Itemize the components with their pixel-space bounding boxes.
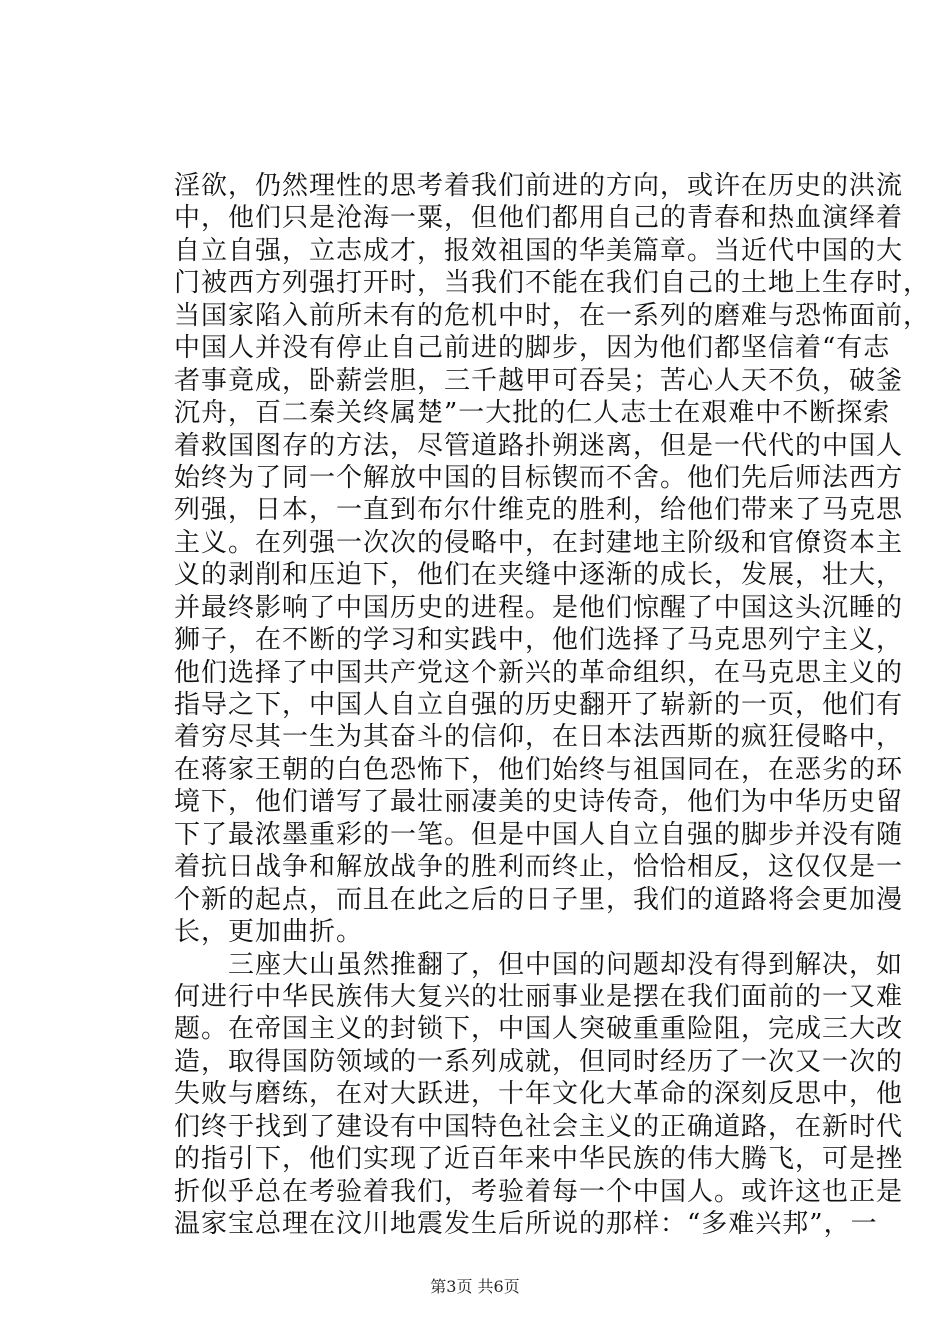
text-line: 着救国图存的方法，尽管道路扑朔迷离，但是一代代的中国人 <box>174 430 904 461</box>
text-line: 的指引下，他们实现了近百年来中华民族的伟大腾飞，可是挫 <box>174 1144 904 1175</box>
text-line: 者事竟成，卧薪尝胆，三千越甲可吞吴；苦心人天不负，破釜 <box>174 365 904 396</box>
text-line: 们终于找到了建设有中国特色社会主义的正确道路，在新时代 <box>174 1111 904 1142</box>
text-line: 中，他们只是沧海一粟，但他们都用自己的青春和热血演绎着 <box>174 203 904 234</box>
text-line: 主义。在列强一次次的侵略中，在封建地主阶级和官僚资本主 <box>174 527 904 558</box>
text-line: 在蒋家王朝的白色恐怖下，他们始终与祖国同在，在恶劣的环 <box>174 754 904 785</box>
text-line: 沉舟，百二秦关终属楚”一大批的仁人志士在艰难中不断探索 <box>174 398 891 429</box>
text-line: 当国家陷入前所未有的危机中时，在一系列的磨难与恐怖面前， <box>174 300 931 331</box>
text-line: 狮子，在不断的学习和实践中，他们选择了马克思列宁主义， <box>174 625 904 656</box>
text-line: 折似乎总在考验着我们，考验着每一个中国人。或许这也正是 <box>174 1176 904 1207</box>
text-line: 三座大山虽然推翻了，但中国的问题却没有得到解决，如 <box>174 949 904 980</box>
text-line: 温家宝总理在汶川地震发生后所说的那样：“多难兴邦”，一 <box>174 1209 878 1239</box>
text-line: 长，更加曲折。 <box>174 917 364 948</box>
text-line: 中国人并没有停止自己前进的脚步，因为他们都坚信着“有志 <box>174 333 891 364</box>
text-line: 始终为了同一个解放中国的目标锲而不舍。他们先后师法西方 <box>174 462 904 493</box>
text-line: 题。在帝国主义的封锁下，中国人突破重重险阻，完成三大改 <box>174 1014 904 1045</box>
text-line: 门被西方列强打开时，当我们不能在我们自己的土地上生存时， <box>174 268 931 299</box>
text-line: 着穷尽其一生为其奋斗的信仰，在日本法西斯的疯狂侵略中， <box>174 722 904 753</box>
text-line: 个新的起点，而且在此之后的日子里，我们的道路将会更加漫 <box>174 884 904 915</box>
text-line: 下了最浓墨重彩的一笔。但是中国人自立自强的脚步并没有随 <box>174 819 904 850</box>
page-number-footer: 第3页 共6页 <box>430 1277 520 1296</box>
text-line: 何进行中华民族伟大复兴的壮丽事业是摆在我们面前的一又难 <box>174 981 904 1012</box>
text-line: 淫欲，仍然理性的思考着我们前进的方向，或许在历史的洪流 <box>174 171 904 201</box>
text-line: 义的剥削和压迫下，他们在夹缝中逐渐的成长，发展，壮大， <box>174 560 904 591</box>
text-line: 他们选择了中国共产党这个新兴的革命组织，在马克思主义的 <box>174 657 904 688</box>
text-line: 指导之下，中国人自立自强的历史翻开了崭新的一页，他们有 <box>174 690 904 720</box>
text-line: 着抗日战争和解放战争的胜利而终止，恰恰相反，这仅仅是一 <box>174 852 904 883</box>
document-body <box>174 170 931 1240</box>
text-line: 列强，日本，一直到布尔什维克的胜利，给他们带来了马克思 <box>174 495 904 526</box>
text-line: 境下，他们谱写了最壮丽凄美的史诗传奇，他们为中华历史留 <box>174 787 904 818</box>
text-line: 并最终影响了中国历史的进程。是他们惊醒了中国这头沉睡的 <box>174 592 904 623</box>
text-line: 造，取得国防领域的一系列成就，但同时经历了一次又一次的 <box>174 1046 904 1077</box>
text-line: 失败与磨练，在对大跃进，十年文化大革命的深刻反思中，他 <box>174 1079 904 1110</box>
text-line: 自立自强，立志成才，报效祖国的华美篇章。当近代中国的大 <box>174 235 904 266</box>
